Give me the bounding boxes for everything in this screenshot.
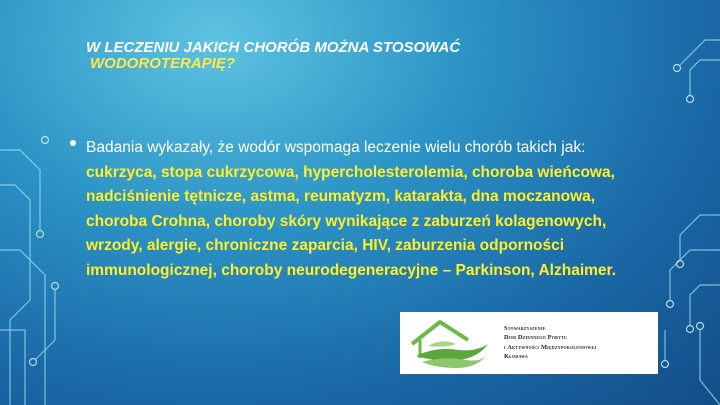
bullet-intro-text: Badania wykazały, że wodór wspomaga leczenie wielu chorób takich jak: (86, 139, 586, 156)
logo-line-2: Dom Dziennego Pobytu (504, 334, 568, 342)
logo-line-1: Stowarzyszenie (504, 325, 546, 332)
house-hands-logo-icon (406, 316, 492, 370)
title-line-2: WODOROTERAPIĘ? (90, 55, 235, 72)
logo-text-block (504, 324, 654, 361)
bullet-paragraph (86, 136, 646, 283)
slide-title (86, 40, 646, 72)
bullet-icon (70, 140, 76, 146)
title-line-1: W LECZENIU JAKICH CHORÓB MOŻNA STOSOWAĆ (86, 39, 461, 56)
bullet-highlight-text: cukrzyca, stopa cukrzycowa, hypercholesterolemia, choroba wieńcowa, nadciśnienie tętnicze, astma, reumatyzm, katarakta, dna moczanowa, choroba Crohna, choroby skóry wynikające z zaburzeń kolagenowych, wrzody, alergie, chroniczne zaparcia, HIV, zaburzenia odporności immunologicznej, choroby neurodegeneracyjne – Parkinson, Alzhaimer. (86, 163, 617, 279)
organization-logo (400, 312, 658, 374)
logo-line-3: i Aktywności Międzypokoleniowej (504, 343, 597, 351)
logo-line-4: Kłodawa (504, 352, 528, 360)
